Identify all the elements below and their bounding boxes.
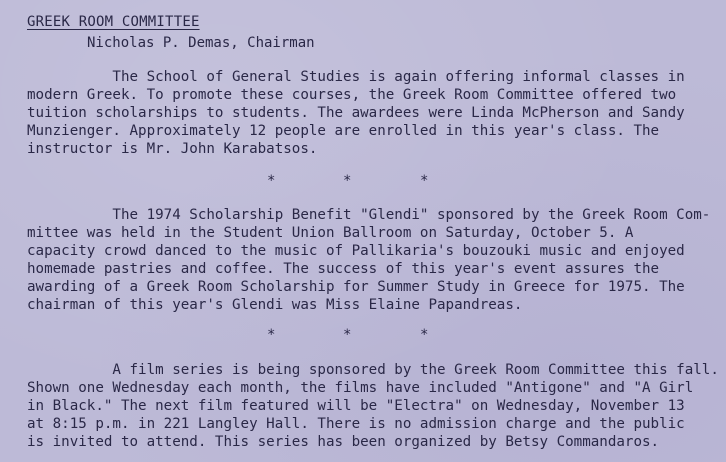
separator-1 (0, 173, 726, 191)
paragraph-1-line-5: instructor is Mr. John Karabatsos. (27, 141, 318, 157)
paragraph-2-line-6: chairman of this year's Glendi was Miss Elaine Papandreas. (27, 297, 523, 313)
paragraph-3-line-5: is invited to attend. This series has been organized by Betsy Commandaros. (27, 434, 660, 450)
paragraph-2-line-3: capacity crowd danced to the music of Pallikaria's bouzouki music and enjoyed (27, 243, 685, 259)
separator-2 (0, 327, 726, 345)
separator-1-star-3: * (420, 173, 429, 189)
separator-1-star-1: * (267, 173, 276, 189)
paragraph-1-line-1: The School of General Studies is again offering informal classes in (27, 69, 685, 85)
paragraph-2-line-4: homemade pastries and coffee. The success of this year's event assures the (27, 261, 660, 277)
separator-2-star-2: * (343, 327, 352, 343)
paragraph-2-line-1: The 1974 Scholarship Benefit "Glendi" sponsored by the Greek Room Com- (27, 207, 711, 223)
paragraph-1-line-4: Munzienger. Approximately 12 people are enrolled in this year's class. The (27, 123, 660, 139)
chairman-line: Nicholas P. Demas, Chairman (87, 35, 315, 51)
paragraph-3-line-1: A film series is being sponsored by the Greek Room Committee this fall. (27, 362, 719, 378)
separator-2-star-3: * (420, 327, 429, 343)
paragraph-1-line-2: modern Greek. To promote these courses, the Greek Room Committee offered two (27, 87, 677, 103)
paragraph-3-line-4: at 8:15 p.m. in 221 Langley Hall. There is no admission charge and the public (27, 416, 685, 432)
paragraph-2-line-2: mittee was held in the Student Union Ballroom on Saturday, October 5. A (27, 225, 634, 241)
paragraph-1-line-3: tuition scholarships to students. The awardees were Linda McPherson and Sandy (27, 105, 685, 121)
paragraph-3-line-2: Shown one Wednesday each month, the films have included "Antigone" and "A Girl (27, 380, 694, 396)
paragraph-2-line-5: awarding of a Greek Room Scholarship for Summer Study in Greece for 1975. The (27, 279, 685, 295)
separator-1-star-2: * (343, 173, 352, 189)
section-heading: GREEK ROOM COMMITTEE (27, 14, 200, 30)
separator-2-star-1: * (267, 327, 276, 343)
paragraph-3-line-3: in Black." The next film featured will be "Electra" on Wednesday, November 13 (27, 398, 685, 414)
